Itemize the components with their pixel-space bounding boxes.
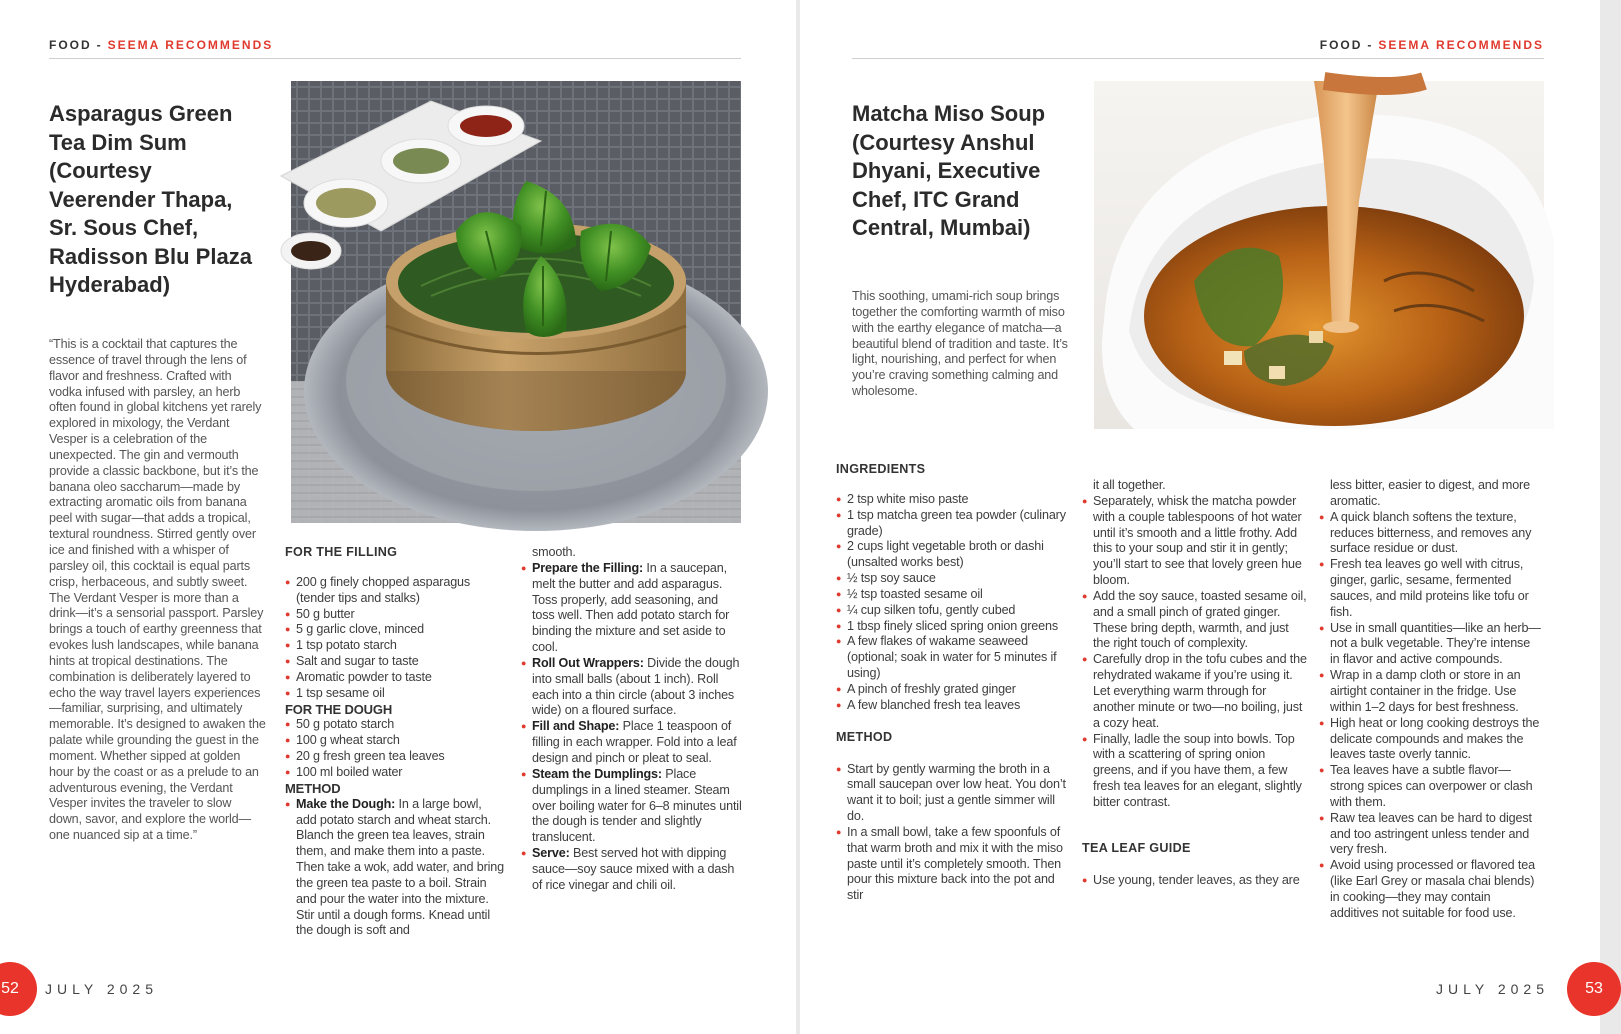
guide-item: ● Wrap in a damp cloth or store in an airtight container in the fridge. Use within 1–2 days for best freshness. — [1319, 668, 1541, 716]
guide-item: ● Avoid using processed or flavored tea (like Earl Grey or masala chai blends) in cooking—they may contain additives not suitable for food use. — [1319, 858, 1541, 921]
list-item: ● 100 ml boiled water — [285, 765, 505, 781]
guide-item: ● Use in small quantities—like an herb—not a bulk vegetable. They’re intense in flavor and active compounds. — [1319, 621, 1541, 669]
recipe-column-2 — [521, 545, 743, 894]
recipe-title-credit: (Courtesy Veerender Thapa, Sr. Sous Chef, Radisson Blu Plaza Hyderabad) — [49, 158, 252, 297]
guide-item: ● Use young, tender leaves, as they are — [1082, 873, 1308, 889]
guide-continuation: less bitter, easier to digest, and more aromatic. — [1330, 478, 1530, 508]
guide-item: ● A quick blanch softens the texture, reduces bitterness, and removes any surface residue or dust. — [1319, 510, 1541, 558]
section-name: FOOD — [1319, 38, 1363, 52]
step-text: Place dumplings in a lined steamer. Steam over boiling water for 6–8 minutes until the dough is tender and slightly translucent. — [532, 766, 742, 845]
list-item: ● ½ tsp toasted sesame oil — [836, 587, 1066, 603]
list-item: ● ½ tsp soy sauce — [836, 571, 1066, 587]
method-step — [285, 797, 505, 940]
intro-paragraph: “This is a cocktail that captures the essence of travel through the lens of flavor and freshness. Crafted with vodka infused with parsley, an herb often found in global kitchens yet rarely explored in mixology, the Verdant Vesper is a celebration of the unexpected. The gin and vermouth provide a classic backbone, but it’s the banana oleo saccharum—made by extracting aromatic oils from banana peel with sugar—that adds a tropical, textural roundness. Stirred gently over ice and finished with a whisper of parsley oil, this cocktail is equal parts crisp, herbaceous, and subtly sweet. The Verdant Vesper is more than a drink—it’s a sensorial passport. Parsley brings a touch of earthy greenness that evokes lush landscapes, while banana hints at tropical destinations. The combination is deliberately layered to echo the way travel layers experiences—familiar, surprising, and ultimately memorable. It’s designed to awaken the palate while grounding the guest in the moment. Whether sipped at golden hour by the coast or as a prelude to an adventurous evening, the Verdant Vesper invites the traveler to slow down, savor, and explore the world—one nuanced sip at a time.” — [49, 337, 266, 843]
step-text: In a large bowl, add potato starch and wheat starch. Blanch the green tea leaves, strain them, and make them into a paste. Then take a wok, add water, and bring the green tea paste to a boil. Strain and pour the water into the mixture. Stir until a dough forms. Knead until the dough is soft and — [296, 796, 504, 938]
ingredients-heading: INGREDIENTS — [836, 462, 926, 476]
list-item: ● 100 g wheat starch — [285, 733, 505, 749]
section-name: FOOD — [49, 38, 92, 52]
list-item: ● 2 tsp white miso paste — [836, 492, 1066, 508]
section-accent: SEEMA RECOMMENDS — [1378, 38, 1544, 52]
step-label: Make the Dough: — [296, 796, 396, 811]
recipe-column-1 — [836, 462, 1066, 904]
list-item: ● 50 g butter — [285, 607, 505, 623]
filling-list — [285, 575, 505, 702]
list-item: ● 200 g finely chopped asparagus (tender tips and stalks) — [285, 575, 505, 607]
step-text: In a saucepan, melt the butter and add asparagus. Toss properly, add seasoning, and toss well. Then add potato starch for binding the mixture and set aside to cool. — [532, 560, 730, 655]
method-step: ● Add the soy sauce, toasted sesame oil, and a small pinch of grated ginger. These bring depth, warmth, and just the right touch of complexity. — [1082, 589, 1308, 652]
recipe-title-name: Asparagus Green Tea Dim Sum — [49, 101, 233, 155]
miso-soup-illustration — [1094, 81, 1544, 429]
recipe-column-2 — [1082, 478, 1308, 888]
dim-sum-illustration — [291, 81, 741, 523]
list-item: ● A pinch of freshly grated ginger — [836, 682, 1066, 698]
method-step — [521, 767, 743, 846]
method-continuation: it all together. — [1093, 478, 1166, 492]
method-step — [521, 656, 743, 719]
step-label: Prepare the Filling: — [532, 560, 644, 575]
recipe-title — [852, 100, 1082, 243]
step-text: Divide the dough into small balls (about 1 inch). Roll each into a thin circle (about 3 inches wide) on a floured surface. — [532, 655, 740, 718]
step-text: Best served hot with dipping sauce—soy sauce mixed with a dash of rice vinegar and chili oil. — [532, 846, 735, 892]
method-step — [521, 846, 743, 894]
method-step — [521, 719, 743, 767]
list-item: ● 2 cups light vegetable broth or dashi (unsalted works best) — [836, 539, 1066, 571]
method-list-continued — [521, 561, 743, 894]
tea-leaf-guide-list — [1082, 873, 1308, 889]
tea-leaf-guide-heading: TEA LEAF GUIDE — [1082, 840, 1191, 855]
intro-paragraph: This soothing, umami-rich soup brings together the comforting warmth of miso with the earthy elegance of matcha—a beautiful blend of tradition and taste. It’s light, nourishing, and perfect for when you’re craving something calming and wholesome. — [852, 289, 1068, 399]
method-step — [521, 561, 743, 656]
right-page — [800, 0, 1603, 1034]
method-step: ● Start by gently warming the broth in a small saucepan over low heat. You don’t want it to boil; just a gentle simmer will do. — [836, 762, 1066, 825]
guide-item: ● Tea leaves have a subtle flavor—strong spices can overpower or clash with them. — [1319, 763, 1541, 811]
guide-item: ● Raw tea leaves can be hard to digest and too astringent unless tender and very fresh. — [1319, 811, 1541, 859]
section-separator: - — [1367, 38, 1374, 52]
recipe-title — [49, 100, 264, 300]
step-label: Roll Out Wrappers: — [532, 655, 644, 670]
list-item: ● A few flakes of wakame seaweed (optional; soak in water for 5 minutes if using) — [836, 634, 1066, 682]
list-item: ● 50 g potato starch — [285, 717, 505, 733]
method-step: ● Carefully drop in the tofu cubes and the rehydrated wakame if you’re using it. Let everything warm through for another minute or two—no boiling, just a cozy heat. — [1082, 652, 1308, 731]
dough-heading: FOR THE DOUGH — [285, 701, 393, 717]
list-item: ● 20 g fresh green tea leaves — [285, 749, 505, 765]
method-heading: METHOD — [836, 729, 893, 744]
method-list — [836, 762, 1066, 905]
method-list — [285, 797, 505, 940]
list-item: ● A few blanched fresh tea leaves — [836, 698, 1066, 714]
list-item: ● ¼ cup silken tofu, gently cubed — [836, 603, 1066, 619]
recipe-column-3 — [1319, 478, 1541, 922]
page-number-badge: 53 — [1567, 962, 1621, 1016]
footer-date: JULY 2025 — [1436, 981, 1549, 997]
list-item: ● 5 g garlic clove, minced — [285, 622, 505, 638]
list-item: ● 1 tbsp finely sliced spring onion greens — [836, 619, 1066, 635]
section-separator: - — [96, 38, 103, 52]
page-number-badge: 52 — [0, 962, 37, 1016]
guide-item: ● Fresh tea leaves go well with citrus, ginger, garlic, sesame, fermented sauces, and mild proteins like tofu or fish. — [1319, 557, 1541, 620]
list-item: ● 1 tsp sesame oil — [285, 686, 505, 702]
list-item: ● Salt and sugar to taste — [285, 654, 505, 670]
section-accent: SEEMA RECOMMENDS — [107, 38, 274, 52]
list-item: ● 1 tsp matcha green tea powder (culinary grade) — [836, 508, 1066, 540]
section-label — [49, 38, 273, 52]
list-item: ● 1 tsp potato starch — [285, 638, 505, 654]
step-label: Fill and Shape: — [532, 719, 620, 734]
method-heading: METHOD — [285, 780, 341, 796]
method-step: ● Separately, whisk the matcha powder with a couple tablespoons of hot water until it’s smooth and a little frothy. Add this to your soup and stir it in gently; you’ll start to see that lovely green hue bloom. — [1082, 494, 1308, 589]
method-step: ● Finally, ladle the soup into bowls. Top with a scattering of spring onion greens, and if you have them, a few fresh tea leaves for an elegant, slightly bitter contrast. — [1082, 732, 1308, 811]
tea-leaf-guide-list-continued — [1319, 510, 1541, 922]
step-text: Place 1 teaspoon of filling in each wrapper. Fold into a leaf design and pinch or pleat to seal. — [532, 719, 737, 765]
recipe-column-1 — [285, 545, 505, 939]
step-label: Steam the Dumplings: — [532, 766, 662, 781]
list-item: ● Aromatic powder to taste — [285, 670, 505, 686]
header-rule — [49, 58, 741, 59]
filling-heading: FOR THE FILLING — [285, 545, 398, 559]
dim-sum-photo — [291, 81, 741, 523]
guide-item: ● High heat or long cooking destroys the delicate compounds and makes the leaves taste overly tannic. — [1319, 716, 1541, 764]
dough-list — [285, 717, 505, 780]
recipe-title-credit: (Courtesy Anshul Dhyani, Executive Chef, ITC Grand Central, Mumbai) — [852, 129, 1041, 240]
step-label: Serve: — [532, 846, 570, 861]
method-step: ● In a small bowl, take a few spoonfuls of that warm broth and mix it with the miso paste until it’s completely smooth. Then pour this mixture back into the pot and stir — [836, 825, 1066, 904]
section-label — [1320, 38, 1544, 52]
recipe-title-name: Matcha Miso Soup — [852, 101, 1046, 126]
method-list-continued — [1082, 494, 1308, 811]
method-continuation: smooth. — [532, 545, 576, 559]
miso-soup-photo — [1094, 81, 1544, 429]
left-page — [0, 0, 796, 1034]
ingredients-list — [836, 492, 1066, 714]
header-rule — [852, 58, 1544, 59]
footer-date: JULY 2025 — [45, 981, 158, 997]
